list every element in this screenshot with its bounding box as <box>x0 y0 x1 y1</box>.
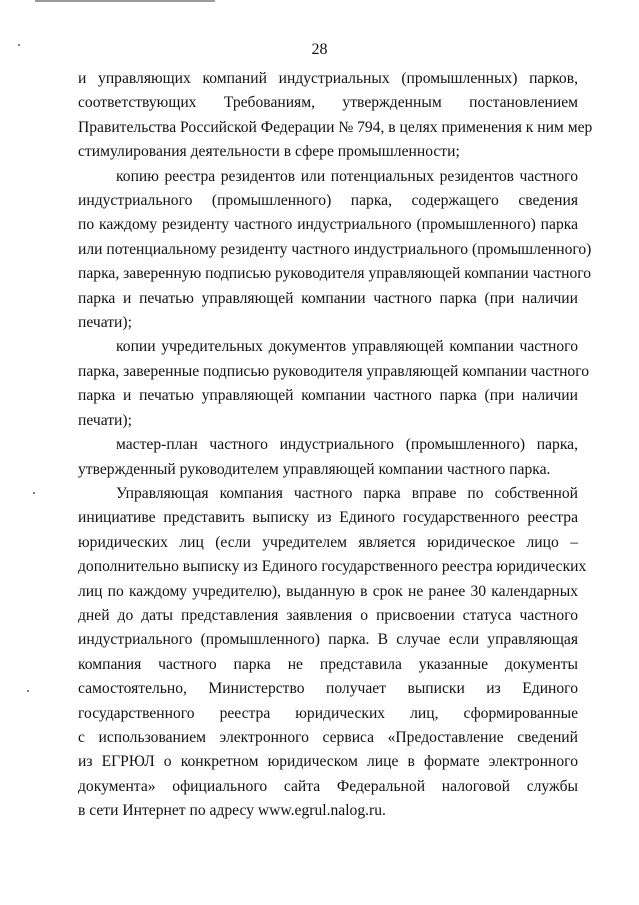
text-line: государственного реестра юридических лиц, сформированные <box>78 704 578 722</box>
paragraph-egrul-extract <box>78 482 587 824</box>
text-line: с использованием электронного сервиса «Предоставление сведений <box>78 728 578 746</box>
text-line: парка, заверенные подписью руководителя управляющей компании частного <box>78 362 590 380</box>
text-line: парка и печатью управляющей компании частного парка (при наличии <box>78 289 578 307</box>
scan-speck <box>27 690 29 692</box>
text-line: индустриального (промышленного) парка. В случае если управляющая <box>78 631 578 649</box>
text-line: компания частного парка не представила указанные документы <box>78 655 578 673</box>
text-line: мастер-план частного индустриального (промышленного) парка, <box>116 436 578 454</box>
text-line: соответствующих Требованиям, утвержденным постановлением <box>78 94 578 112</box>
text-line: из ЕГРЮЛ о конкретном юридическом лице в формате электронного <box>78 753 578 771</box>
text-line: Правительства Российской Федерации № 794, в целях применения к ним мер <box>78 118 593 136</box>
text-line: стимулирования деятельности в сфере промышленности; <box>78 143 460 161</box>
paragraph-master-plan <box>78 433 578 482</box>
page-number: 28 <box>311 41 328 58</box>
body-text <box>78 67 593 824</box>
scan-edge-line <box>35 0 215 2</box>
paragraph-founding-documents <box>78 335 590 433</box>
text-line: утвержденный руководителем управляющей компании частного парка. <box>78 460 551 478</box>
text-line: Управляющая компания частного парка вправе по собственной <box>116 484 578 502</box>
paragraph-continuation <box>78 67 593 165</box>
text-line: инициативе представить выписку из Единого государственного реестра <box>78 509 578 527</box>
text-line: дополнительно выписку из Единого государственного реестра юридических <box>78 558 587 576</box>
text-line: и управляющих компаний индустриальных (промышленных) парков, <box>78 70 578 87</box>
text-line: самостоятельно, Министерство получает выписки из Единого <box>78 680 578 698</box>
text-line: печати); <box>78 411 132 429</box>
text-line: печати); <box>78 314 132 332</box>
text-line: документа» официального сайта Федеральной налоговой службы <box>78 777 578 795</box>
text-line: лиц по каждому учредителю), выданную в срок не ранее 30 календарных <box>78 582 578 600</box>
text-line: копию реестра резидентов или потенциальных резидентов частного <box>116 167 578 185</box>
text-line: дней до даты представления заявления о присвоении статуса частного <box>78 606 578 624</box>
text-line: парка, заверенную подписью руководителя управляющей компании частного <box>78 265 592 283</box>
text-line: парка и печатью управляющей компании частного парка (при наличии <box>78 387 578 405</box>
text-line: в сети Интернет по адресу www.egrul.nalog.ru. <box>78 802 386 820</box>
text-line: или потенциальному резиденту частного индустриального (промышленного) <box>78 240 592 258</box>
paragraph-registry-copy <box>78 165 592 336</box>
scan-speck <box>33 492 35 494</box>
text-line: по каждому резиденту частного индустриального (промышленного) парка <box>78 216 578 234</box>
text-line: индустриального (промышленного) парка, содержащего сведения <box>78 192 578 210</box>
text-line: копии учредительных документов управляющей компании частного <box>116 338 578 356</box>
text-line: юридических лиц (если учредителем является юридическое лицо – <box>78 533 578 551</box>
